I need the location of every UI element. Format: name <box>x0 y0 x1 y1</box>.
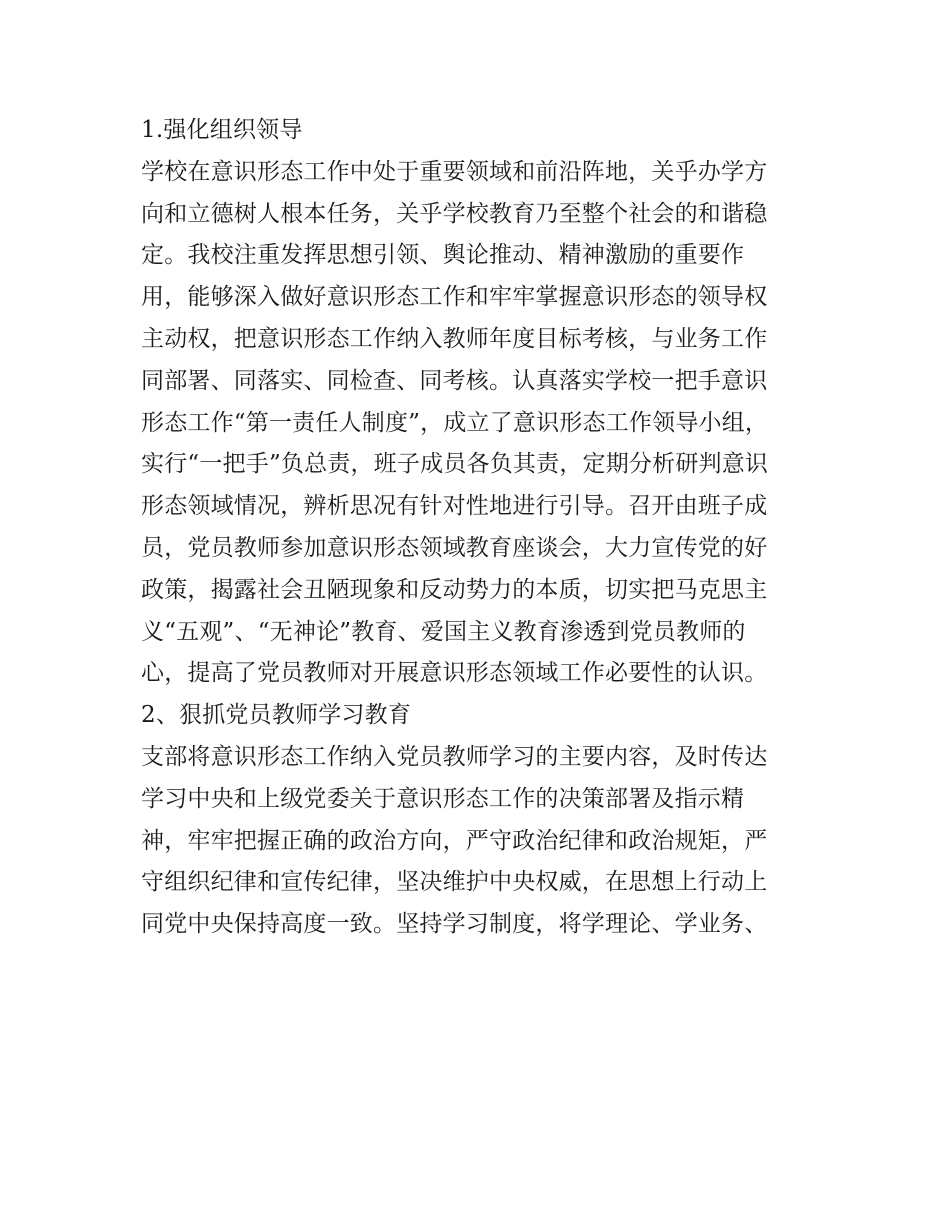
paragraph-line: 员，党员教师参加意识形态领域教育座谈会，大力宣传党的好 <box>141 534 768 561</box>
paragraph-line: 形态领域情况，辨析思况有针对性地进行引导。召开由班子成 <box>141 493 768 520</box>
paragraph-line: 心，提高了党员教师对开展意识形态领域工作必要性的认识。 <box>141 660 768 687</box>
paragraph-line: 向和立德树人根本任务，关乎学校教育乃至整个社会的和谐稳 <box>141 200 768 227</box>
section-heading-1: 1.强化组织领导 <box>141 117 303 143</box>
paragraph-line: 学习中央和上级党委关于意识形态工作的决策部署及指示精 <box>141 785 745 812</box>
section-heading-2: 2、狠抓党员教师学习教育 <box>141 702 412 729</box>
paragraph-line: 同党中央保持高度一致。坚持学习制度，将学理论、学业务、 <box>141 911 768 938</box>
paragraph-line: 守组织纪律和宣传纪律，坚决维护中央权威，在思想上行动上 <box>141 869 768 896</box>
paragraph-line: 学校在意识形态工作中处于重要领域和前沿阵地，关乎办学方 <box>141 158 768 185</box>
paragraph-line: 形态工作“第一责任人制度”，成立了意识形态工作领导小组， <box>141 409 769 436</box>
paragraph-line: 政策，揭露社会丑陋现象和反动势力的本质，切实把马克思主 <box>141 576 768 603</box>
paragraph-line: 用，能够深入做好意识形态工作和牢牢掌握意识形态的领导权 <box>141 284 768 311</box>
paragraph-line: 定。我校注重发挥思想引领、舆论推动、精神激励的重要作 <box>141 242 745 269</box>
paragraph-line: 主动权，把意识形态工作纳入教师年度目标考核，与业务工作 <box>141 325 768 352</box>
paragraph-line: 义“五观”、“无神论”教育、爱国主义教育渗透到党员教师的 <box>141 618 746 645</box>
paragraph-line: 支部将意识形态工作纳入党员教师学习的主要内容，及时传达 <box>141 743 768 770</box>
paragraph-line: 同部署、同落实、同检查、同考核。认真落实学校一把手意识 <box>141 367 768 394</box>
paragraph-line: 神，牢牢把握正确的政治方向，严守政治纪律和政治规矩，严 <box>141 827 768 854</box>
document-body <box>141 110 821 946</box>
paragraph-line: 实行“一把手”负总责，班子成员各负其责，定期分析研判意识 <box>141 451 769 478</box>
